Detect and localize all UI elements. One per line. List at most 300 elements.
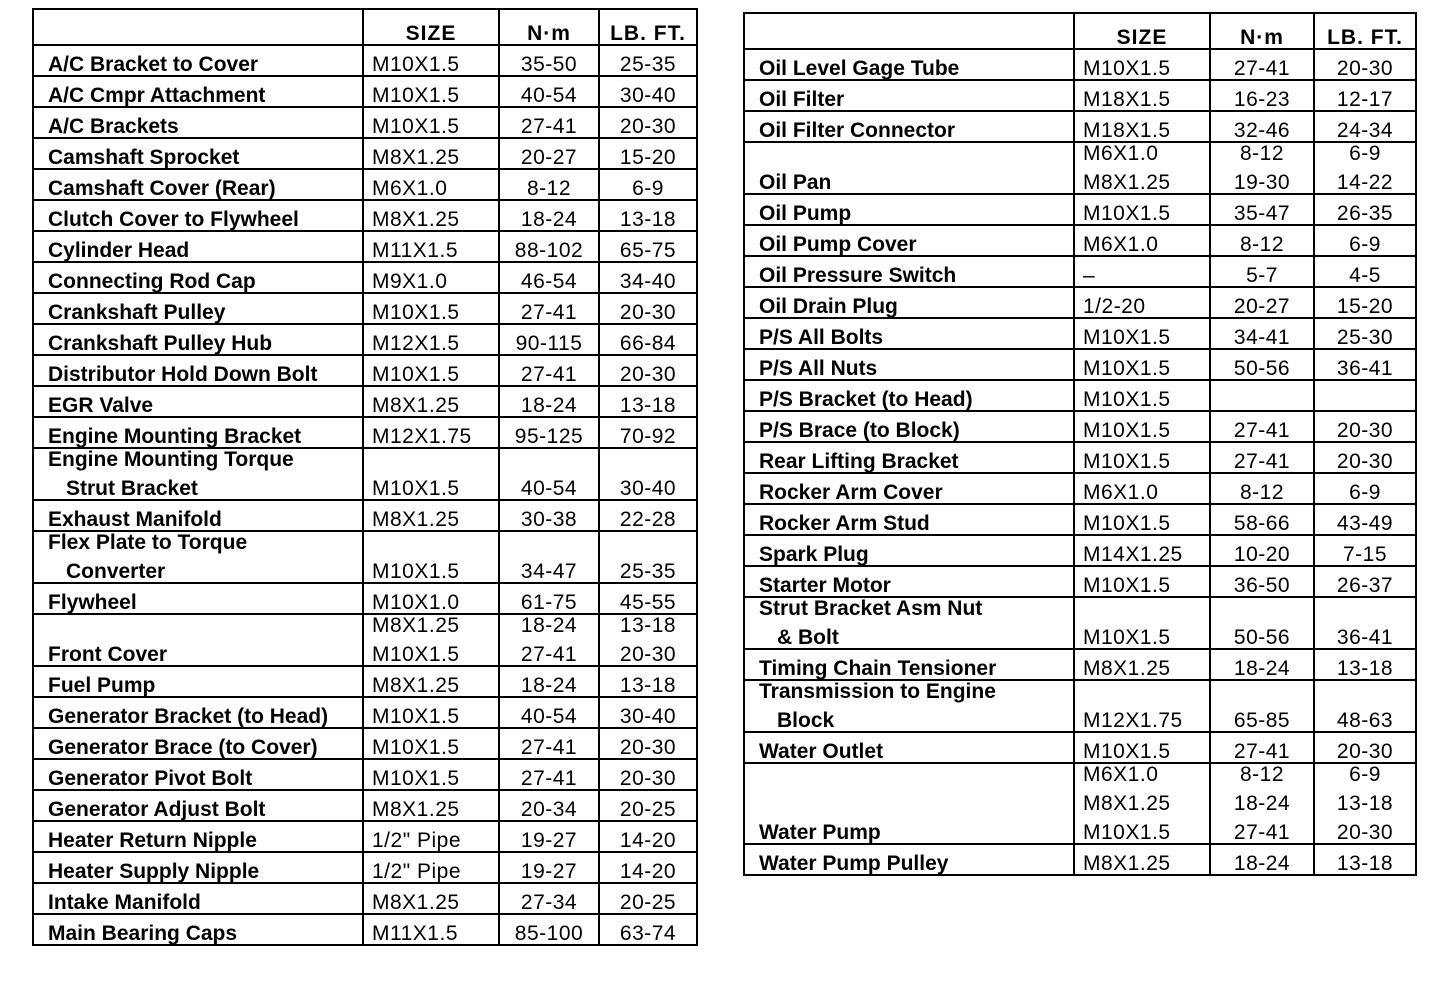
lbft-text: 13-18 xyxy=(1336,657,1394,680)
size-cell xyxy=(363,262,499,293)
size-cell xyxy=(363,231,499,262)
lbft-cell xyxy=(599,759,697,790)
size-text: 1/2-20 xyxy=(1083,295,1146,318)
lbft-cell xyxy=(1314,597,1416,649)
size-text: M6X1.0 xyxy=(1083,233,1159,256)
table-row xyxy=(33,355,697,386)
lbft-text: 15-20 xyxy=(1336,295,1394,318)
nm-text: 27-41 xyxy=(520,301,578,324)
item-cell xyxy=(33,790,363,821)
item-cell xyxy=(744,504,1074,535)
nm-cell xyxy=(499,728,599,759)
lbft-text: 20-30 xyxy=(1336,57,1394,80)
lbft-cell xyxy=(1314,194,1416,225)
size-cell xyxy=(1074,349,1210,380)
item-text: Front Cover xyxy=(48,643,168,666)
lbft-cell xyxy=(1314,49,1416,80)
nm-cell xyxy=(499,883,599,914)
lbft-cell xyxy=(1314,844,1416,875)
size-cell xyxy=(363,386,499,417)
nm-text: 18-24 xyxy=(1233,852,1291,875)
lbft-text: 36-41 xyxy=(1336,357,1394,380)
lbft-cell xyxy=(1314,411,1416,442)
item-cell xyxy=(33,293,363,324)
size-text: M8X1.25 xyxy=(372,394,460,417)
table-row xyxy=(744,566,1416,597)
size-cell xyxy=(1074,256,1210,287)
size-cell xyxy=(1074,566,1210,597)
table-row xyxy=(33,386,697,417)
lbft-text: 14-20 xyxy=(619,860,677,883)
size-text: M8X1.25 xyxy=(1083,852,1171,875)
lbft-text: 65-75 xyxy=(619,239,677,262)
lbft-cell xyxy=(1314,111,1416,142)
item-cell xyxy=(744,597,1074,649)
lbft-text: 30-40 xyxy=(619,84,677,107)
item-cell xyxy=(33,448,363,500)
lbft-cell xyxy=(1314,287,1416,318)
lbft-text: 20-30 xyxy=(1336,419,1394,442)
table-row xyxy=(744,535,1416,566)
lbft-text: 13-18 xyxy=(1336,852,1394,875)
size-cell xyxy=(363,583,499,614)
nm-cell xyxy=(1210,111,1314,142)
header-row xyxy=(33,9,697,45)
nm-text: 27-41 xyxy=(520,643,578,666)
item-text: P/S All Nuts xyxy=(759,357,878,380)
lbft-text: 26-35 xyxy=(1336,202,1394,225)
lbft-cell xyxy=(599,138,697,169)
table-row xyxy=(33,821,697,852)
nm-text: 20-27 xyxy=(1233,295,1291,318)
lbft-text: 12-17 xyxy=(1336,88,1394,111)
size-text: M10X1.5 xyxy=(1083,626,1171,649)
item-cell xyxy=(744,473,1074,504)
lbft-text: 30-40 xyxy=(619,477,677,500)
lbft-text: 26-37 xyxy=(1336,574,1394,597)
lbft-text: 13-18 xyxy=(1336,792,1394,815)
size-cell xyxy=(1074,411,1210,442)
item-text: Water Pump xyxy=(759,821,881,844)
nm-cell xyxy=(1210,732,1314,763)
size-cell xyxy=(363,883,499,914)
size-text: M10X1.5 xyxy=(1083,419,1171,442)
size-text: M6X1.0 xyxy=(372,177,448,200)
nm-text: 35-47 xyxy=(1233,202,1291,225)
nm-cell xyxy=(1210,597,1314,649)
item-text: Spark Plug xyxy=(759,543,869,566)
item-cell xyxy=(744,442,1074,473)
item-text: Generator Bracket (to Head) xyxy=(48,705,329,728)
table-row xyxy=(744,318,1416,349)
nm-text: 61-75 xyxy=(520,591,578,614)
item-text: Oil Level Gage Tube xyxy=(759,57,960,80)
lbft-text: 25-35 xyxy=(619,560,677,583)
size-text: M12X1.5 xyxy=(372,332,460,355)
item-text: Generator Adjust Bolt xyxy=(48,798,266,821)
size-text: M6X1.0 xyxy=(1083,763,1159,786)
item-cell xyxy=(744,566,1074,597)
lbft-text: 43-49 xyxy=(1336,512,1394,535)
size-text: M8X1.25 xyxy=(372,674,460,697)
size-cell xyxy=(363,200,499,231)
size-text: 1/2" Pipe xyxy=(372,829,462,852)
size-text: M8X1.25 xyxy=(372,146,460,169)
size-text: M10X1.5 xyxy=(1083,357,1171,380)
nm-text: 50-56 xyxy=(1233,626,1291,649)
table-row xyxy=(33,324,697,355)
header-lbft: LB. FT. xyxy=(1314,13,1416,49)
nm-text: 20-34 xyxy=(520,798,578,821)
lbft-cell xyxy=(599,914,697,945)
lbft-cell xyxy=(599,169,697,200)
nm-text: 95-125 xyxy=(514,425,584,448)
lbft-text: 22-28 xyxy=(619,508,677,531)
table-row xyxy=(744,442,1416,473)
nm-cell xyxy=(1210,566,1314,597)
lbft-text: 13-18 xyxy=(619,614,677,637)
size-cell xyxy=(1074,380,1210,411)
table-row xyxy=(33,883,697,914)
lbft-text: 13-18 xyxy=(619,394,677,417)
nm-cell xyxy=(499,45,599,76)
size-text: M10X1.5 xyxy=(372,705,460,728)
item-cell xyxy=(33,728,363,759)
nm-cell xyxy=(499,355,599,386)
table-row xyxy=(33,76,697,107)
size-text: M8X1.25 xyxy=(372,208,460,231)
lbft-text: 6-9 xyxy=(1349,763,1381,786)
lbft-text: 20-30 xyxy=(619,767,677,790)
lbft-cell xyxy=(599,231,697,262)
size-cell xyxy=(363,852,499,883)
item-cell xyxy=(33,262,363,293)
item-text: Main Bearing Caps xyxy=(48,922,238,945)
nm-text: 30-38 xyxy=(520,508,578,531)
lbft-cell xyxy=(599,821,697,852)
nm-text: 35-50 xyxy=(520,53,578,76)
nm-text: 27-41 xyxy=(1233,740,1291,763)
nm-cell xyxy=(499,697,599,728)
item-cell xyxy=(33,45,363,76)
nm-cell xyxy=(1210,504,1314,535)
nm-text: 27-41 xyxy=(520,736,578,759)
item-cell xyxy=(744,256,1074,287)
lbft-text: 48-63 xyxy=(1336,709,1394,732)
size-text: M8X1.25 xyxy=(372,614,460,637)
item-text: Rear Lifting Bracket xyxy=(759,450,959,473)
size-text: M10X1.5 xyxy=(372,115,460,138)
lbft-text: 13-18 xyxy=(619,674,677,697)
item-cell xyxy=(744,680,1074,732)
size-cell xyxy=(363,107,499,138)
table-row xyxy=(744,504,1416,535)
lbft-cell xyxy=(599,200,697,231)
size-text: M14X1.25 xyxy=(1083,543,1183,566)
item-text: Oil Pressure Switch xyxy=(759,264,957,287)
nm-cell xyxy=(1210,80,1314,111)
table-row xyxy=(744,111,1416,142)
size-text: M10X1.5 xyxy=(1083,821,1171,844)
nm-cell xyxy=(1210,287,1314,318)
item-cell xyxy=(744,763,1074,844)
nm-cell xyxy=(1210,142,1314,194)
lbft-text: 20-30 xyxy=(1336,740,1394,763)
nm-cell xyxy=(499,759,599,790)
nm-cell xyxy=(1210,380,1314,411)
nm-text: 40-54 xyxy=(520,705,578,728)
nm-text: 19-27 xyxy=(520,860,578,883)
size-text: M10X1.5 xyxy=(1083,326,1171,349)
item-cell xyxy=(33,200,363,231)
item-cell xyxy=(33,883,363,914)
header-row xyxy=(744,13,1416,49)
item-cell xyxy=(744,535,1074,566)
lbft-text: 20-30 xyxy=(619,736,677,759)
nm-cell xyxy=(499,821,599,852)
item-text: P/S Brace (to Block) xyxy=(759,419,960,442)
lbft-text: 20-30 xyxy=(1336,450,1394,473)
item-text: Oil Pump Cover xyxy=(759,233,917,256)
nm-text: 27-41 xyxy=(1233,821,1291,844)
table-row xyxy=(33,417,697,448)
size-cell xyxy=(1074,732,1210,763)
size-cell xyxy=(1074,535,1210,566)
table-row xyxy=(33,666,697,697)
lbft-cell xyxy=(1314,649,1416,680)
nm-cell xyxy=(1210,763,1314,844)
size-text: M6X1.0 xyxy=(1083,142,1159,165)
nm-text: 8-12 xyxy=(1239,763,1285,786)
item-cell xyxy=(744,49,1074,80)
nm-cell xyxy=(499,417,599,448)
size-text: M10X1.5 xyxy=(372,363,460,386)
nm-text: 27-34 xyxy=(520,891,578,914)
table-row xyxy=(744,380,1416,411)
nm-text: 27-41 xyxy=(520,363,578,386)
nm-text: 18-24 xyxy=(520,394,578,417)
size-cell xyxy=(363,324,499,355)
table-row xyxy=(33,759,697,790)
item-text: Strut Bracket Asm Nut xyxy=(759,597,983,620)
nm-cell xyxy=(499,614,599,666)
table-row xyxy=(33,262,697,293)
item-text: Intake Manifold xyxy=(48,891,201,914)
item-cell xyxy=(33,914,363,945)
item-cell xyxy=(33,852,363,883)
lbft-text: 25-30 xyxy=(1336,326,1394,349)
size-text: M10X1.5 xyxy=(372,736,460,759)
lbft-cell xyxy=(599,728,697,759)
nm-cell xyxy=(499,324,599,355)
lbft-cell xyxy=(1314,680,1416,732)
size-cell xyxy=(1074,194,1210,225)
table-row xyxy=(744,194,1416,225)
size-cell xyxy=(1074,649,1210,680)
lbft-text: 13-18 xyxy=(619,208,677,231)
item-text: Crankshaft Pulley Hub xyxy=(48,332,273,355)
size-cell xyxy=(363,728,499,759)
item-cell xyxy=(744,194,1074,225)
size-text: M18X1.5 xyxy=(1083,88,1171,111)
header-nm: N·m xyxy=(499,9,599,45)
item-text: Converter xyxy=(66,560,166,583)
size-cell xyxy=(1074,763,1210,844)
lbft-cell xyxy=(599,76,697,107)
size-cell xyxy=(1074,844,1210,875)
lbft-text: 4-5 xyxy=(1349,264,1381,287)
item-cell xyxy=(33,759,363,790)
nm-cell xyxy=(499,500,599,531)
size-text: M6X1.0 xyxy=(1083,481,1159,504)
nm-text: 65-85 xyxy=(1233,709,1291,732)
size-text: M9X1.0 xyxy=(372,270,448,293)
lbft-cell xyxy=(1314,566,1416,597)
lbft-text: 24-34 xyxy=(1336,119,1394,142)
size-cell xyxy=(1074,504,1210,535)
nm-cell xyxy=(499,790,599,821)
item-text: Strut Bracket xyxy=(66,477,198,500)
size-text: M8X1.25 xyxy=(372,798,460,821)
nm-text: 18-24 xyxy=(1233,792,1291,815)
lbft-text: 36-41 xyxy=(1336,626,1394,649)
item-text: Camshaft Sprocket xyxy=(48,146,240,169)
nm-text: 10-20 xyxy=(1233,543,1291,566)
nm-cell xyxy=(499,107,599,138)
nm-text: 34-41 xyxy=(1233,326,1291,349)
nm-text: 90-115 xyxy=(515,332,583,355)
table-row xyxy=(744,256,1416,287)
lbft-cell xyxy=(599,852,697,883)
item-text: Cylinder Head xyxy=(48,239,190,262)
item-text: A/C Bracket to Cover xyxy=(48,53,259,76)
nm-text: 18-24 xyxy=(520,614,578,637)
size-text: M10X1.5 xyxy=(372,767,460,790)
lbft-text: 15-20 xyxy=(619,146,677,169)
size-cell xyxy=(363,76,499,107)
size-cell xyxy=(363,790,499,821)
item-cell xyxy=(33,169,363,200)
nm-cell xyxy=(499,852,599,883)
lbft-cell xyxy=(1314,763,1416,844)
nm-cell xyxy=(499,231,599,262)
item-text: Oil Pump xyxy=(759,202,852,225)
size-cell xyxy=(363,759,499,790)
size-text: M8X1.25 xyxy=(1083,657,1171,680)
item-cell xyxy=(744,649,1074,680)
item-text: Water Outlet xyxy=(759,740,884,763)
lbft-cell xyxy=(599,355,697,386)
lbft-text: 6-9 xyxy=(1349,233,1381,256)
size-text: M11X1.5 xyxy=(372,922,458,945)
nm-cell xyxy=(1210,442,1314,473)
lbft-cell xyxy=(1314,349,1416,380)
nm-text: 16-23 xyxy=(1233,88,1291,111)
header-lbft: LB. FT. xyxy=(599,9,697,45)
nm-cell xyxy=(1210,649,1314,680)
header-item xyxy=(744,13,1074,49)
lbft-text: 7-15 xyxy=(1342,543,1388,566)
item-text: & Bolt xyxy=(777,626,839,649)
item-text: Heater Return Nipple xyxy=(48,829,257,852)
nm-cell xyxy=(499,448,599,500)
size-text: M10X1.0 xyxy=(372,591,460,614)
item-text: Oil Filter Connector xyxy=(759,119,956,142)
item-cell xyxy=(744,287,1074,318)
item-cell xyxy=(744,225,1074,256)
size-cell xyxy=(363,914,499,945)
lbft-text: 20-30 xyxy=(619,643,677,666)
item-cell xyxy=(33,76,363,107)
lbft-text: 25-35 xyxy=(619,53,677,76)
nm-text: 34-47 xyxy=(520,560,578,583)
lbft-cell xyxy=(1314,142,1416,194)
item-text: Engine Mounting Torque xyxy=(48,448,294,471)
nm-cell xyxy=(1210,349,1314,380)
nm-text: 18-24 xyxy=(1233,657,1291,680)
lbft-cell xyxy=(1314,732,1416,763)
table-body-left xyxy=(33,45,697,945)
size-cell xyxy=(363,531,499,583)
lbft-text: 6-9 xyxy=(632,177,664,200)
item-cell xyxy=(33,614,363,666)
item-cell xyxy=(744,111,1074,142)
size-cell xyxy=(1074,318,1210,349)
nm-cell xyxy=(499,200,599,231)
size-cell xyxy=(363,666,499,697)
nm-text: 40-54 xyxy=(520,477,578,500)
lbft-cell xyxy=(1314,318,1416,349)
item-cell xyxy=(33,666,363,697)
size-text: M12X1.75 xyxy=(372,425,472,448)
size-cell xyxy=(363,614,499,666)
lbft-cell xyxy=(599,697,697,728)
lbft-text: 70-92 xyxy=(619,425,677,448)
item-text: Block xyxy=(777,709,835,732)
size-cell xyxy=(1074,442,1210,473)
table-row xyxy=(744,597,1416,649)
nm-text: 19-27 xyxy=(520,829,578,852)
size-text: M10X1.5 xyxy=(372,53,460,76)
lbft-cell xyxy=(1314,473,1416,504)
size-cell xyxy=(1074,473,1210,504)
item-cell xyxy=(744,142,1074,194)
table-row xyxy=(744,763,1416,844)
item-text: Flywheel xyxy=(48,591,137,614)
lbft-text: 14-20 xyxy=(619,829,677,852)
lbft-cell xyxy=(599,293,697,324)
lbft-text: 14-22 xyxy=(1336,171,1394,194)
size-cell xyxy=(363,355,499,386)
lbft-cell xyxy=(599,45,697,76)
item-text: A/C Cmpr Attachment xyxy=(48,84,266,107)
item-cell xyxy=(744,844,1074,875)
item-cell xyxy=(744,732,1074,763)
item-text: A/C Brackets xyxy=(48,115,179,138)
item-text: Rocker Arm Cover xyxy=(759,481,943,504)
lbft-text: 20-30 xyxy=(619,115,677,138)
item-text: Distributor Hold Down Bolt xyxy=(48,363,318,386)
nm-cell xyxy=(1210,225,1314,256)
item-text: P/S All Bolts xyxy=(759,326,884,349)
item-cell xyxy=(744,318,1074,349)
nm-cell xyxy=(1210,844,1314,875)
table-row xyxy=(33,45,697,76)
table-row xyxy=(33,531,697,583)
item-text: Water Pump Pulley xyxy=(759,852,949,875)
item-cell xyxy=(33,821,363,852)
size-text: M10X1.5 xyxy=(372,301,460,324)
